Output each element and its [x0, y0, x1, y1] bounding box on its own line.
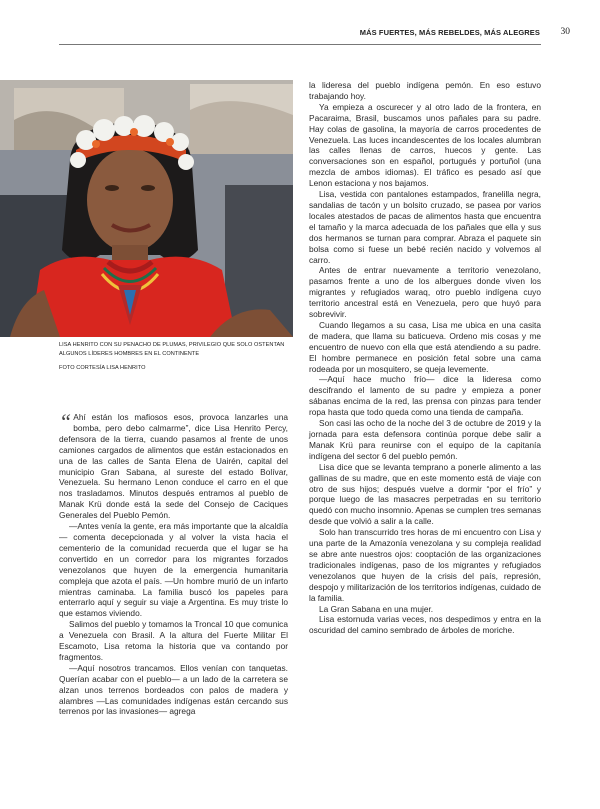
paragraph: —Antes venía la gente, era más importante que la alcaldía— comenta decepcionada y al volver la vista hacia el cementerio de la comunidad recuerda que el lugar se ha convertido en un corredor para los migrantes forzados venezolanos que huyen de la emergencia humanitaria compleja que azota el país. —Un hombre murió de un infarto mientras caminaba. La familia buscó los papeles para enterrarlo aquí y seguir su viaje a Argentina. Es muy triste lo que estamos viviendo.: [59, 521, 288, 619]
paragraph: la lideresa del pueblo indígena pemón. En eso estuvo trabajando hoy.: [309, 80, 541, 101]
photo-credit: FOTO CORTESÍA LISA HENRITO: [59, 365, 146, 372]
paragraph: Cuando llegamos a su casa, Lisa me ubica en una casita de madera, que llama su baticueva. Ordeno mis cosas y me encuentro de nuevo con ella que está atendiendo a su padre. El hombre permanece en posición fetal sobre una cama rodeada por un mosquitero, se queja levemente.: [309, 319, 541, 374]
paragraph: Antes de entrar nuevamente a territorio venezolano, pasamos frente a uno de los albergues donde viven los migrantes y refugiados waraq, otro pueblo indígena cuyo territorio ancestral está en Venezuela, pero que huyó para sobrevivir.: [309, 265, 541, 320]
portrait-photo: [0, 80, 293, 337]
paragraph: Solo han transcurrido tres horas de mi encuentro con Lisa y una parte de la Amazonía venezolana y su compleja realidad se abre ante nuestros ojos: cooptación de las organizaciones tradicionales indígenas, paso de los migrantes y refugiados venezolanos que huyen de la crisis del país, represión, despojo y militarización de los territorios indígenas, cuidado de la familia.: [309, 527, 541, 603]
paragraph: La Gran Sabana en una mujer.: [319, 603, 434, 614]
right-column: [309, 80, 541, 636]
caption-text: LISA HENRITO CON SU PENACHO DE PLUMAS, PRIVILEGIO QUE SOLO OSTENTAN ALGUNOS LÍDERES HOMBRES EN EL CONTINENTE: [59, 342, 285, 357]
paragraph: Ya empieza a oscurecer y al otro lado de la frontera, en Pacaraima, Brasil, buscamos unos pañales para su padre. Hay colas de gasolina, la mayoría de carros procedentes de Venezuela. Las luces incandescentes de los locales alumbran las calles llenas de carros, huecos y gente. Las conversaciones son en español, portugués y portuñol (una mezcla de ambos idiomas). El tráfico es pesado así que Lenon estaciona y nos bajamos.: [309, 101, 541, 189]
paragraph: Lisa dice que se levanta temprano a ponerle alimento a las gallinas de su madre, que en este momento está de viaje con otro de sus hijos; después vuelve a dormir “por el frío” y porque luego de las masacres perpetradas en su territorio quedó con mucho insomnio. Apenas se cumplen tres semanas desde que volvió a salir a la calle.: [309, 461, 541, 527]
header-title: MÁS FUERTES, MÁS REBELDES, MÁS ALEGRES: [359, 28, 540, 37]
woman-with-feather-headdress-photo: [0, 80, 293, 337]
paragraph: —Aquí nosotros trancamos. Ellos venían con tanquetas. Querían acabar con el pueblo— a un lado de la carretera se alzan unos terrenos bordeados con palos de madera y alambres —Las comunidades indígenas están cercando sus terrenos por las invasiones— agrega: [59, 662, 288, 717]
paragraph-text: Ahí están los mafiosos esos, provoca lanzarles una bomba, pero debo calmarme”, dice Lisa Henrito Percy, defensora de la tierra, cuando pasamos al frente de unos camiones cargados de alimentos que están estacionados en una de las calles de Santa Elena de Uairén, capital del municipio Gran Sabana, al sureste del estado Bolívar, Venezuela. Su hermano Lenon conduce el carro en el que nos trasladamos. Minutos después entramos al pueblo de Manak Krü donde está la sede del Consejo de Caciques Generales del Pueblo Pemón.: [59, 412, 288, 521]
paragraph: Son casi las ocho de la noche del 3 de octubre de 2019 y la jornada para esta defensora continúa porque debe salir a Manak Krü para reunirse con el equipo de la capitanía indígena del sector 6 del pueblo pemón.: [309, 418, 541, 461]
left-column: [59, 409, 288, 717]
paragraph: Lisa, vestida con pantalones estampados, franelilla negra, sandalias de tacón y un bolsito cruzado, se pasea por varios locales atestados de pacas de alimentos hasta que encuentra el tamaño y la marca adecuada de los pañales que ella y sus dos hermanos se turnan para comprar. Abraza el paquete sin bolsa como si fuese un bebé recién nacido y volvemos al carro.: [309, 189, 541, 265]
paragraph: Salimos del pueblo y tomamos la Troncal 10 que comunica a Venezuela con Brasil. A la altura del Fuerte Militar El Escamoto, Lisa retoma la historia que va contando por fragmentos.: [59, 619, 288, 662]
paragraph: —Aquí hace mucho frío— dice la lideresa como descifrando el lamento de su padre y empieza a poner sábanas encima de la red, las prensa con pinzas para tender ropa hasta que todo queda como una tienda de campaña.: [309, 374, 541, 418]
paragraph: Lisa estornuda varias veces, nos despedimos y entra en la oscuridad del camino sembrado de árboles de moriche.: [309, 614, 541, 636]
header-rule: [59, 44, 541, 45]
paragraph: [59, 409, 288, 521]
running-header: [300, 28, 570, 42]
opening-quote-mark: “: [59, 409, 72, 434]
photo-caption: [59, 341, 289, 373]
page-number: 30: [560, 27, 570, 37]
